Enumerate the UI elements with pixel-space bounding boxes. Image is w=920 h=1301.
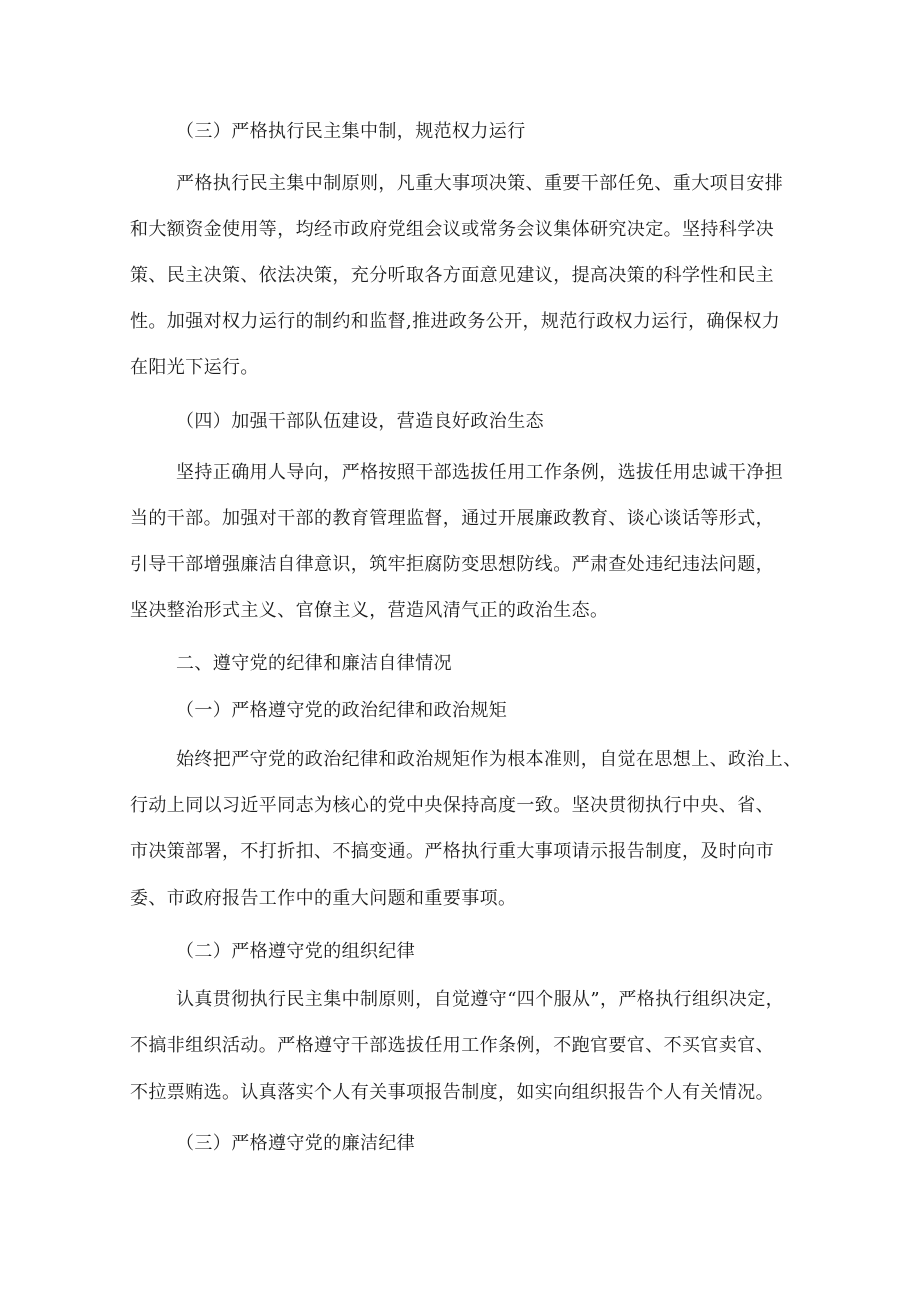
paragraph-line: 认真贯彻执行民主集中制原则，自觉遵守“四个服从”，严格执行组织决定， — [176, 989, 785, 1010]
paragraph-line: 性。加强对权力运行的制约和监督,推进政务公开，规范行政权力运行，确保权力 — [130, 311, 781, 332]
paragraph-line: 市决策部署，不打折扣、不搞变通。严格执行重大事项请示报告制度，及时向市 — [130, 841, 774, 862]
paragraph-line: 始终把严守党的政治纪律和政治规矩作为根本准则，自觉在思想上、政治上、 — [176, 749, 802, 770]
section-heading: （三）严格遵守党的廉洁纪律 — [176, 1133, 416, 1154]
paragraph-line: 不搞非组织活动。严格遵守干部选拔任用工作条例，不跑官要官、不买官卖官、 — [130, 1035, 774, 1056]
section-heading: （二）严格遵守党的组织纪律 — [176, 941, 416, 962]
paragraph-line: 不拉票贿选。认真落实个人有关事项报告制度，如实向组织报告个人有关情况。 — [130, 1082, 774, 1103]
section-heading: 二、遵守党的纪律和廉洁自律情况 — [176, 653, 452, 674]
section-heading: （三）严格执行民主集中制，规范权力运行 — [176, 121, 526, 142]
section-heading: （四）加强干部队伍建设，营造良好政治生态 — [176, 411, 544, 432]
paragraph-line: 委、市政府报告工作中的重大问题和重要事项。 — [130, 888, 517, 909]
paragraph-line: 坚持正确用人导向，严格按照干部选拔任用工作条例，选拔任用忠诚干净担 — [176, 462, 784, 483]
paragraph-line: 严格执行民主集中制原则，凡重大事项决策、重要干部任免、重大项目安排 — [176, 173, 784, 194]
section-heading: （一）严格遵守党的政治纪律和政治规矩 — [176, 700, 508, 721]
paragraph-line: 和大额资金使用等，均经市政府党组会议或常务会议集体研究决定。坚持科学决 — [130, 219, 774, 240]
paragraph-line: 当的干部。加强对干部的教育管理监督，通过开展廉政教育、谈心谈话等形式， — [130, 508, 774, 529]
paragraph-line: 引导干部增强廉洁自律意识，筑牢拒腐防变思想防线。严肃查处违纪违法问题， — [130, 554, 774, 575]
paragraph-line: 行动上同以习近平同志为核心的党中央保持高度一致。坚决贯彻执行中央、省、 — [130, 795, 774, 816]
paragraph-line: 坚决整治形式主义、官僚主义，营造风清气正的政治生态。 — [130, 600, 609, 621]
paragraph-line: 在阳光下运行。 — [130, 357, 259, 378]
paragraph-line: 策、民主决策、依法决策，充分听取各方面意见建议，提高决策的科学性和民主 — [130, 265, 774, 286]
